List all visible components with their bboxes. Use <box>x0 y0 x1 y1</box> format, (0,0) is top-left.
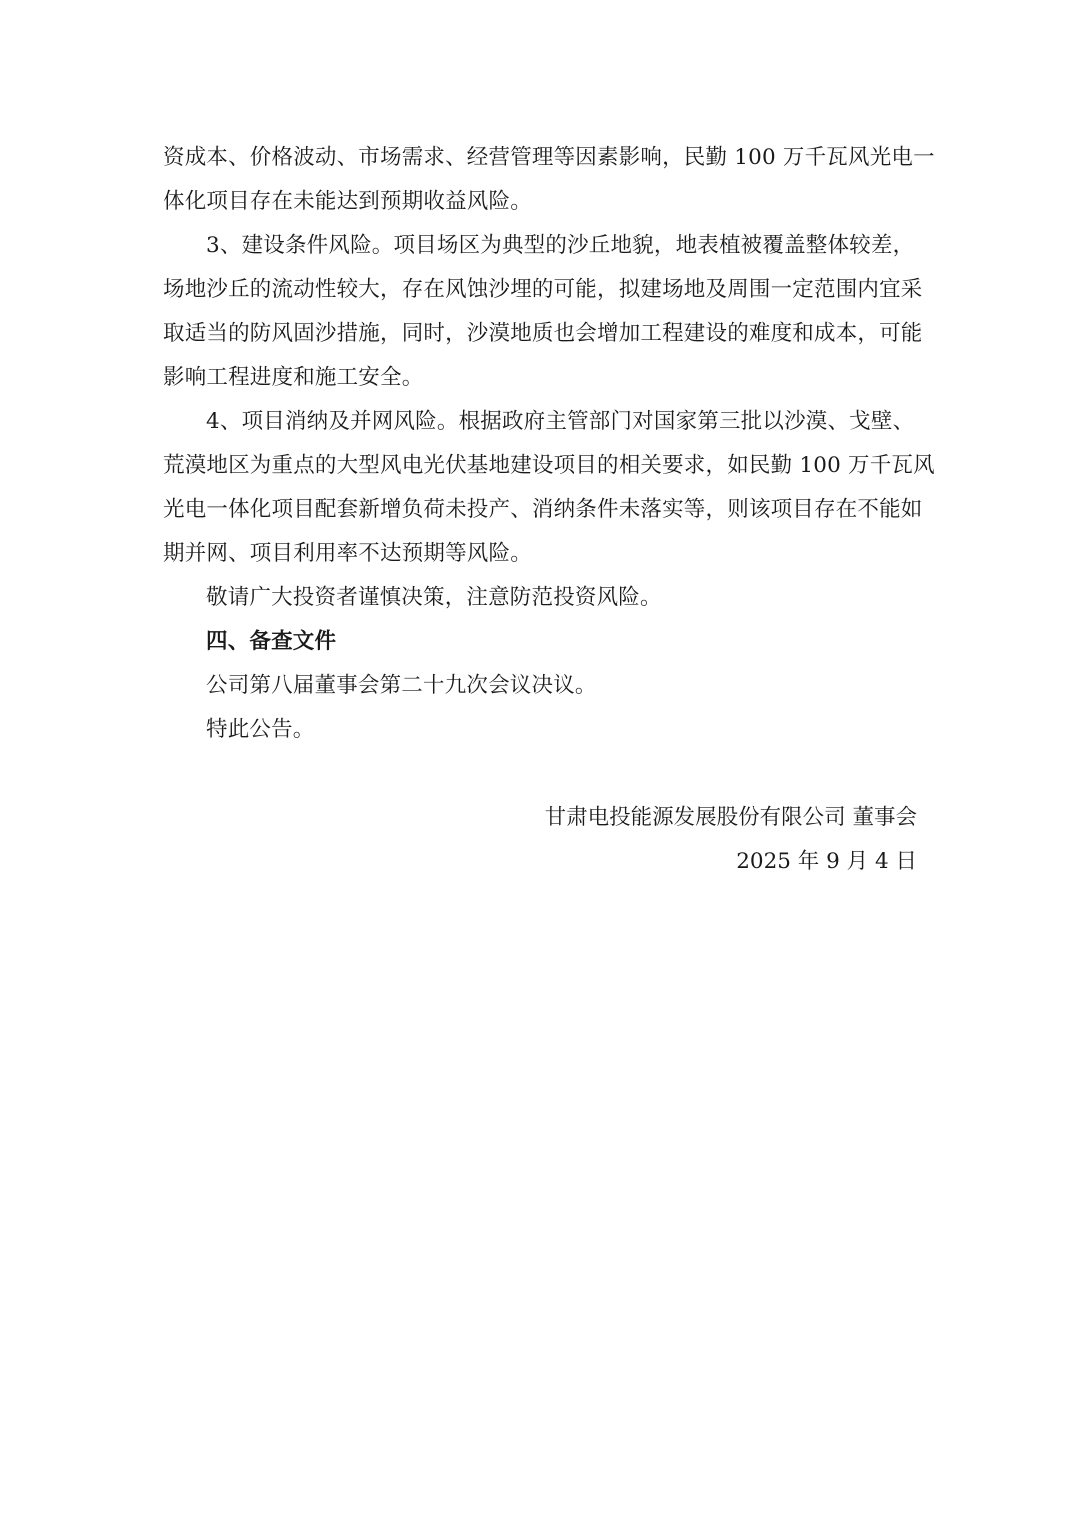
risk-warning: 敬请广大投资者谨慎决策，注意防范投资风险。 <box>206 585 662 610</box>
paragraph-line: 期并网、项目利用率不达预期等风险。 <box>163 541 532 566</box>
section-heading: 四、备查文件 <box>206 629 337 654</box>
signature-date: 2025 年 9 月 4 日 <box>736 849 917 874</box>
paragraph-line: 影响工程进度和施工安全。 <box>163 365 424 390</box>
paragraph-line: 荒漠地区为重点的大型风电光伏基地建设项目的相关要求，如民勤 100 万千瓦风 <box>163 453 935 478</box>
paragraph-line: 体化项目存在未能达到预期收益风险。 <box>163 189 532 214</box>
paragraph-line: 资成本、价格波动、市场需求、经营管理等因素影响，民勤 100 万千瓦风光电一 <box>163 145 935 170</box>
closing-text: 特此公告。 <box>206 717 315 742</box>
signature-organization: 甘肃电投能源发展股份有限公司 董事会 <box>544 805 917 830</box>
paragraph-line: 取适当的防风固沙措施，同时，沙漠地质也会增加工程建设的难度和成本，可能 <box>163 321 923 346</box>
paragraph-line: 3、建设条件风险。项目场区为典型的沙丘地貌，地表植被覆盖整体较差， <box>206 233 915 258</box>
paragraph-line: 光电一体化项目配套新增负荷未投产、消纳条件未落实等，则该项目存在不能如 <box>163 497 923 522</box>
reference-document: 公司第八届董事会第二十九次会议决议。 <box>206 673 597 698</box>
paragraph-line: 场地沙丘的流动性较大，存在风蚀沙埋的可能，拟建场地及周围一定范围内宜采 <box>163 277 923 302</box>
paragraph-line: 4、项目消纳及并网风险。根据政府主管部门对国家第三批以沙漠、戈壁、 <box>206 409 915 434</box>
